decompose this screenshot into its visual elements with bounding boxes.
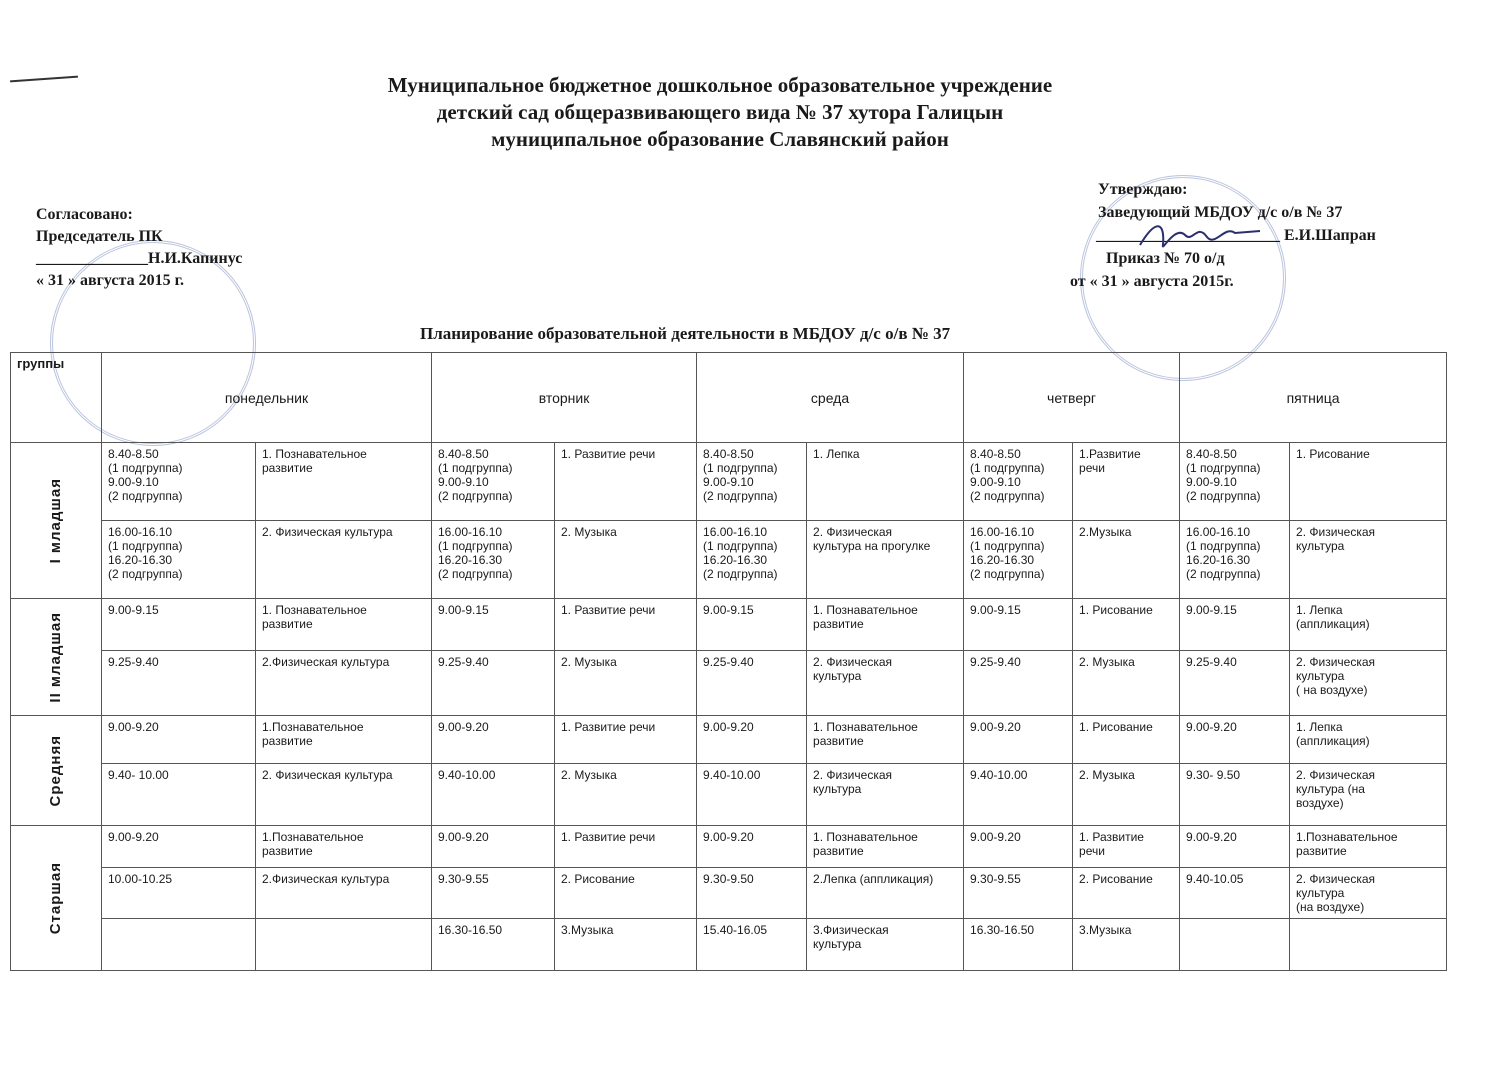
activity-cell: 1. Рисование [1073,716,1180,764]
group-name-cell [11,599,102,716]
time-cell: 16.00-16.10 (1 подгруппа) 16.20-16.30 (2 подгруппа) [964,521,1073,599]
activity-cell: 2. Музыка [555,651,697,716]
time-cell: 9.00-9.15 [964,599,1073,651]
time-cell: 9.25-9.40 [102,651,256,716]
activity-cell: 1. Познавательное развитие [807,826,964,868]
time-cell: 9.40-10.00 [697,764,807,826]
time-cell: 9.40-10.05 [1180,868,1290,919]
time-cell: 16.30-16.50 [432,919,555,971]
time-cell: 15.40-16.05 [697,919,807,971]
activity-cell: 2. Физическая культура [256,521,432,599]
time-cell: 8.40-8.50 (1 подгруппа) 9.00-9.10 (2 подгруппа) [964,443,1073,521]
table-row [11,521,1447,599]
time-cell [1180,919,1290,971]
activity-cell: 2. Физическая культура [1290,521,1447,599]
table-row [11,919,1447,971]
time-cell: 9.30-9.55 [964,868,1073,919]
activity-cell: 3.Физическая культура [807,919,964,971]
agreed-signature-line: ______________Н.И.Капинус [36,250,243,267]
approved-name: Е.И.Шапран [1284,227,1376,244]
time-cell: 9.40-10.00 [964,764,1073,826]
table-header-row [11,353,1447,443]
time-cell: 8.40-8.50 (1 подгруппа) 9.00-9.10 (2 подгруппа) [697,443,807,521]
activity-cell: 3.Музыка [1073,919,1180,971]
activity-cell: 1. Развитие речи [555,443,697,521]
header-day: пятница [1180,353,1447,443]
activity-cell: 2. Физическая культура (на воздухе) [1290,868,1447,919]
group-name-cell [11,826,102,971]
activity-cell: 2. Физическая культура (на воздухе) [1290,764,1447,826]
activity-cell: 1. Лепка (аппликация) [1290,716,1447,764]
activity-cell: 2. Физическая культура [807,764,964,826]
time-cell: 9.40- 10.00 [102,764,256,826]
time-cell: 9.00-9.20 [1180,826,1290,868]
activity-cell: 3.Музыка [555,919,697,971]
activity-cell: 1.Познавательное развитие [256,716,432,764]
table-row [11,443,1447,521]
group-name: I младшая [47,477,64,564]
activity-cell: 1.Развитие речи [1073,443,1180,521]
activity-cell: 1. Развитие речи [555,599,697,651]
time-cell: 10.00-10.25 [102,868,256,919]
time-cell: 9.00-9.20 [1180,716,1290,764]
activity-cell: 2. Музыка [555,521,697,599]
handwritten-signature [1135,215,1265,255]
time-cell: 9.25-9.40 [1180,651,1290,716]
activity-cell: 1. Познавательное развитие [256,443,432,521]
approved-role: Заведующий МБДОУ д/с о/в № 37 [1098,204,1343,221]
time-cell: 9.00-9.15 [1180,599,1290,651]
time-cell: 9.30-9.50 [697,868,807,919]
header-line-1: Муниципальное бюджетное дошкольное образовательное учреждение [387,73,1053,97]
plan-title: Планирование образовательной деятельности в МБДОУ д/с о/в № 37 [420,324,951,343]
table-row [11,716,1447,764]
schedule-body [11,443,1447,971]
time-cell: 9.40-10.00 [432,764,555,826]
activity-cell: 2. Музыка [1073,651,1180,716]
activity-cell: 1. Лепка [807,443,964,521]
group-name: Старшая [47,861,64,935]
time-cell: 8.40-8.50 (1 подгруппа) 9.00-9.10 (2 подгруппа) [1180,443,1290,521]
schedule-table [10,352,1447,971]
header-line-3: муниципальное образование Славянский район [491,127,949,151]
activity-cell: 2.Физическая культура [256,651,432,716]
time-cell: 9.00-9.20 [697,826,807,868]
time-cell: 9.30- 9.50 [1180,764,1290,826]
approved-date: от « 31 » августа 2015г. [1070,273,1234,290]
header-day: среда [697,353,964,443]
header-line-2: детский сад общеразвивающего вида № 37 хутора Галицын [436,100,1004,124]
time-cell: 9.00-9.15 [697,599,807,651]
activity-cell: 1. Познавательное развитие [807,716,964,764]
time-cell: 9.25-9.40 [432,651,555,716]
activity-cell [1290,919,1447,971]
header-day: вторник [432,353,697,443]
group-name-cell [11,443,102,599]
activity-cell: 2.Физическая культура [256,868,432,919]
time-cell: 16.00-16.10 (1 подгруппа) 16.20-16.30 (2 подгруппа) [697,521,807,599]
activity-cell: 1.Познавательное развитие [256,826,432,868]
activity-cell: 1. Рисование [1290,443,1447,521]
activity-cell: 2. Рисование [555,868,697,919]
activity-cell: 2. Музыка [1073,764,1180,826]
group-name: Средняя [47,734,64,807]
time-cell: 9.00-9.20 [102,826,256,868]
group-name-cell [11,716,102,826]
time-cell [102,919,256,971]
time-cell: 9.00-9.20 [432,826,555,868]
time-cell: 9.00-9.20 [102,716,256,764]
activity-cell [256,919,432,971]
activity-cell: 2.Лепка (аппликация) [807,868,964,919]
table-row [11,868,1447,919]
activity-cell: 2. Физическая культура [807,651,964,716]
time-cell: 9.00-9.20 [964,716,1073,764]
agreed-block [36,204,242,292]
table-row [11,826,1447,868]
group-name: II младшая [47,611,64,703]
activity-cell: 2. Рисование [1073,868,1180,919]
agreed-label: Согласовано: [36,206,133,223]
time-cell: 9.00-9.15 [102,599,256,651]
activity-cell: 2. Музыка [555,764,697,826]
activity-cell: 2.Музыка [1073,521,1180,599]
time-cell: 16.00-16.10 (1 подгруппа) 16.20-16.30 (2 подгруппа) [1180,521,1290,599]
time-cell: 9.00-9.20 [697,716,807,764]
header-day: четверг [964,353,1180,443]
header-groups: группы [11,353,102,443]
agreed-name: Н.И.Капинус [148,250,243,267]
table-row [11,651,1447,716]
time-cell: 9.30-9.55 [432,868,555,919]
table-row [11,599,1447,651]
time-cell: 9.00-9.15 [432,599,555,651]
activity-cell: 1. Лепка (аппликация) [1290,599,1447,651]
time-cell: 9.25-9.40 [964,651,1073,716]
activity-cell: 1. Развитие речи [1073,826,1180,868]
time-cell: 16.00-16.10 (1 подгруппа) 16.20-16.30 (2 подгруппа) [102,521,256,599]
header-day: понедельник [102,353,432,443]
time-cell: 9.00-9.20 [964,826,1073,868]
activity-cell: 1. Развитие речи [555,716,697,764]
time-cell: 9.25-9.40 [697,651,807,716]
time-cell: 16.00-16.10 (1 подгруппа) 16.20-16.30 (2 подгруппа) [432,521,555,599]
time-cell: 8.40-8.50 (1 подгруппа) 9.00-9.10 (2 подгруппа) [102,443,256,521]
activity-cell: 1. Рисование [1073,599,1180,651]
activity-cell: 2. Физическая культура ( на воздухе) [1290,651,1447,716]
activity-cell: 2. Физическая культура [256,764,432,826]
approved-signature-line: _______________________ Е.И.Шапран [1096,227,1376,244]
approved-label: Утверждаю: [1098,181,1188,198]
activity-cell: 1. Развитие речи [555,826,697,868]
time-cell: 9.00-9.20 [432,716,555,764]
agreed-date: « 31 » августа 2015 г. [36,272,185,289]
time-cell: 16.30-16.50 [964,919,1073,971]
approved-order: Приказ № 70 о/д [1106,250,1225,267]
activity-cell: 1. Познавательное развитие [256,599,432,651]
agreed-role: Председатель ПК [36,228,163,245]
document-header [0,72,1440,153]
time-cell: 8.40-8.50 (1 подгруппа) 9.00-9.10 (2 подгруппа) [432,443,555,521]
activity-cell: 1. Познавательное развитие [807,599,964,651]
activity-cell: 1.Познавательное развитие [1290,826,1447,868]
table-row [11,764,1447,826]
activity-cell: 2. Физическая культура на прогулке [807,521,964,599]
